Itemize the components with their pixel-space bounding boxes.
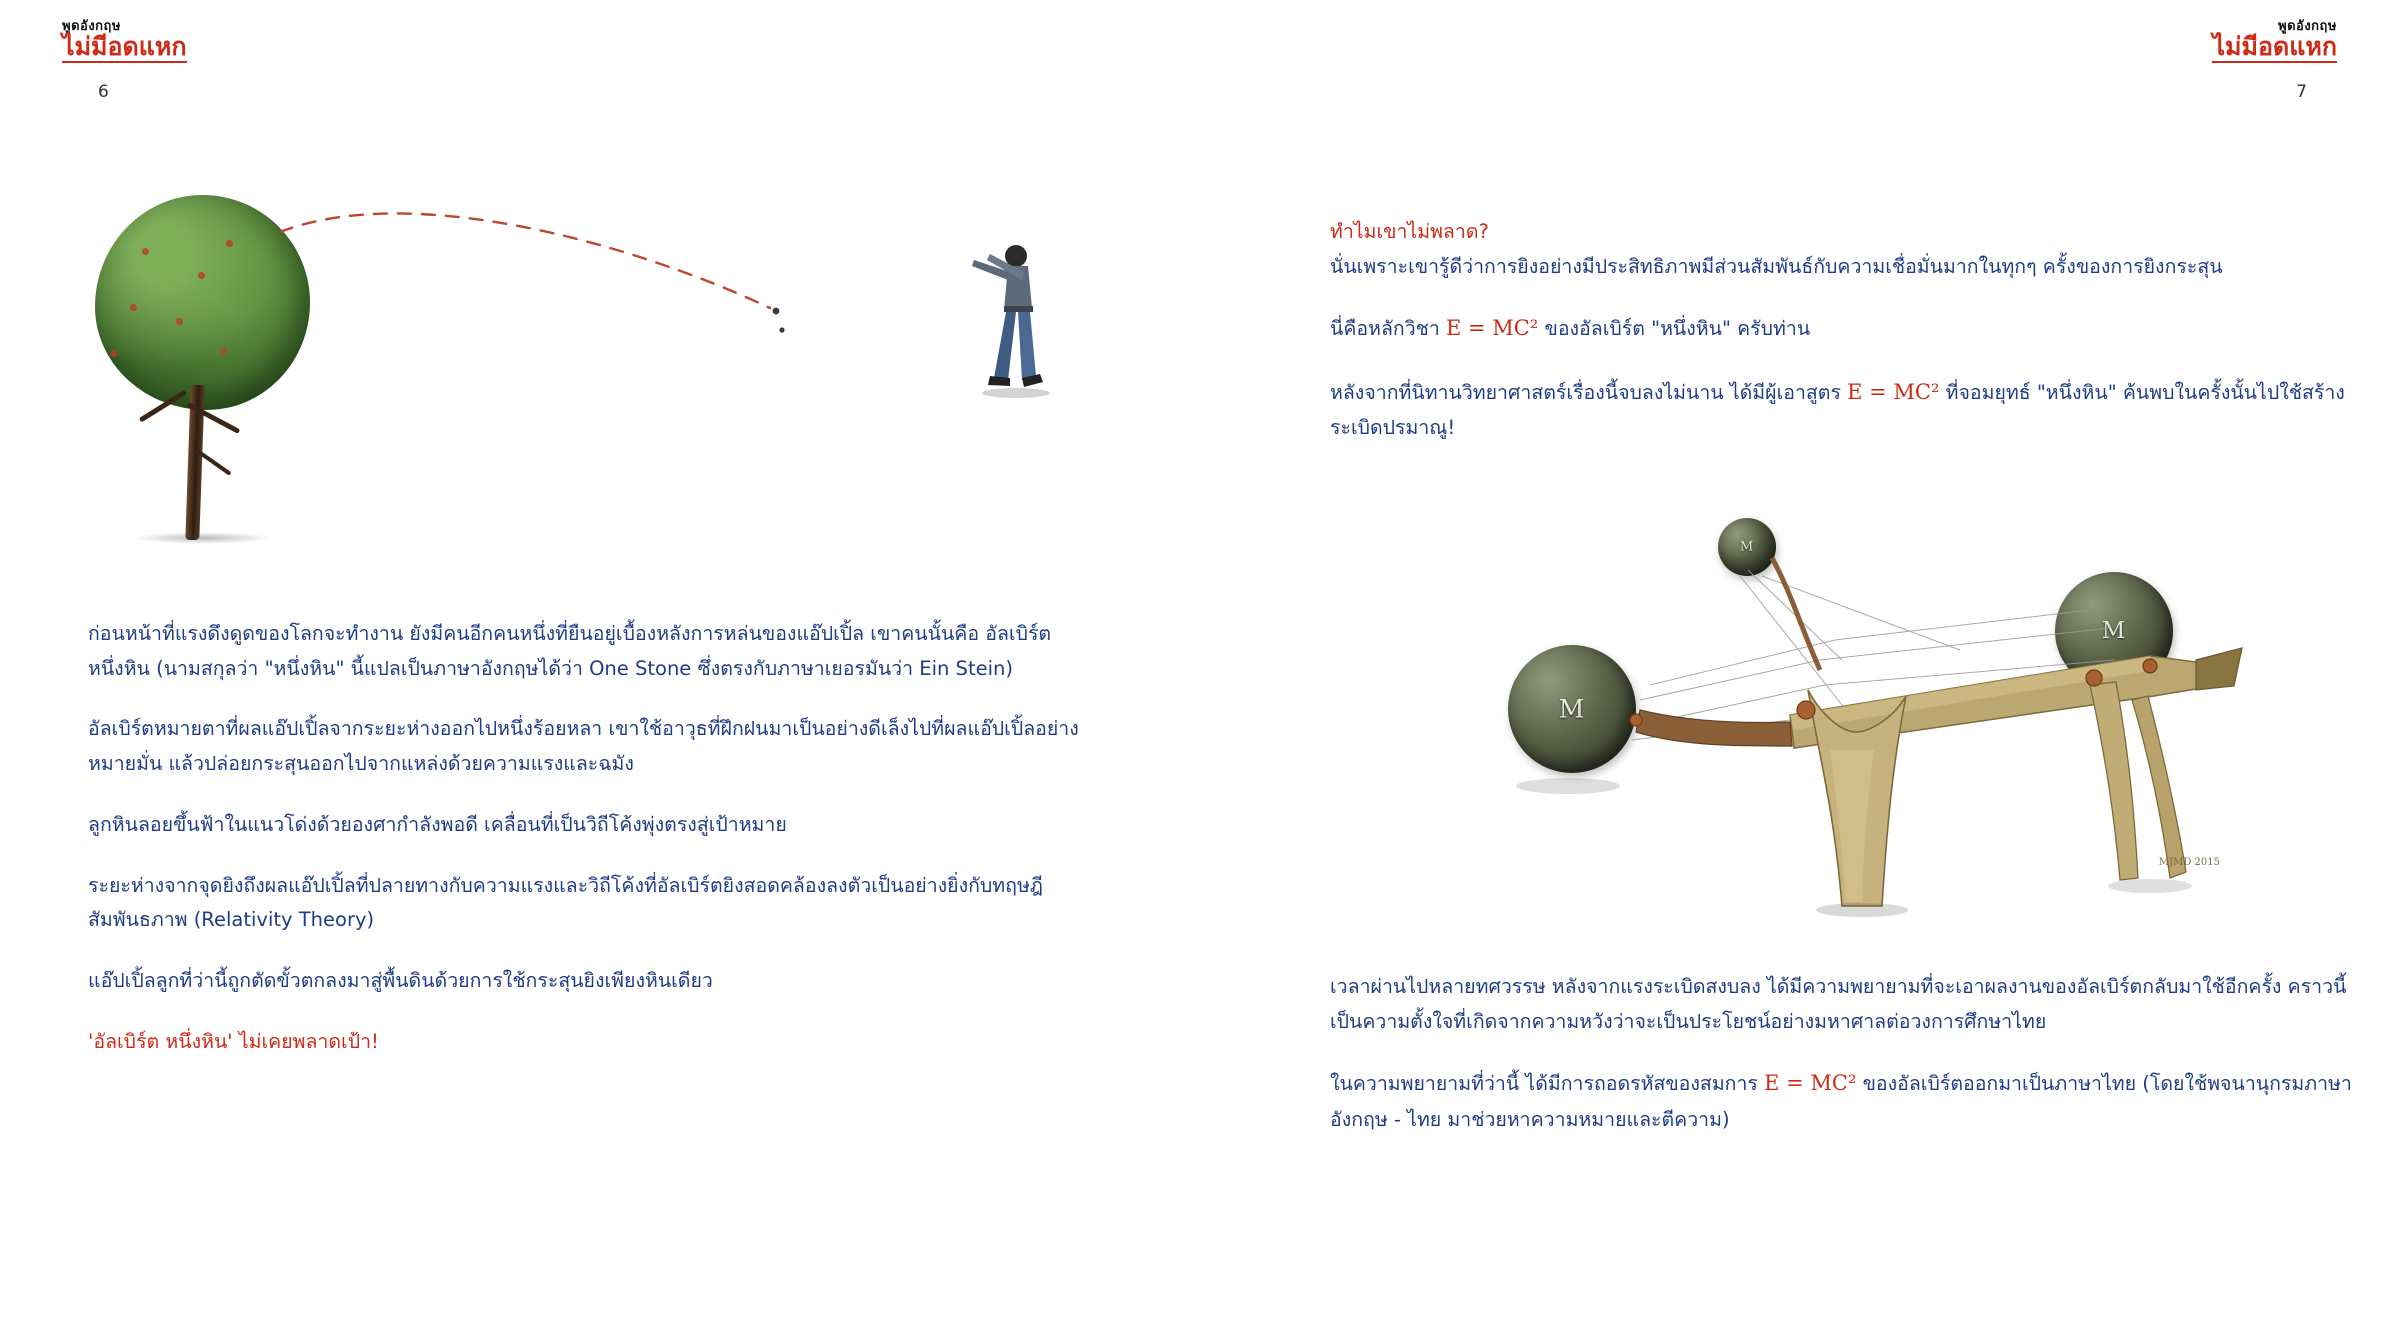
equation-emc2: E = MC² bbox=[1847, 379, 1940, 404]
paragraph: ก่อนหน้าที่แรงดึงดูดของโลกจะทำงาน ยังมีคนอีกคนหนึ่งที่ยืนอยู่เบื้องหลังการหล่นของแอ๊ปเปิ้ล เขาคนนั้นคือ อัลเบิร์ต หนึ่งหิน (นามสกุลว่า "หนึ่งหิน" นี้แปลเป็นภาษาอังกฤษได้ว่า One Stone ซึ่งตรงกับภาษาเยอรมันว่า Ein Stein) bbox=[88, 622, 1052, 680]
apple-icon bbox=[110, 350, 117, 357]
brand-logo-left bbox=[62, 20, 187, 63]
tree-shooter-illustration bbox=[70, 180, 1120, 580]
trajectory-dashed-line bbox=[270, 190, 990, 390]
paragraph: นั่นเพราะเขารู้ดีว่าการยิงอย่างมีประสิทธิภาพมีส่วนสัมพันธ์กับความเชื่อมั่นมากในทุกๆ ครั้งของการยิงกระสุน bbox=[1330, 254, 2223, 278]
page-number-right: 7 bbox=[2296, 82, 2307, 102]
section-heading: ทำไมเขาไม่พลาด? bbox=[1330, 220, 1489, 243]
apple-icon bbox=[198, 272, 205, 279]
right-page-top-text bbox=[1330, 215, 2360, 446]
brand-logo-top-text: พูดอังกฤษ bbox=[62, 19, 121, 34]
slingshot-shooter-figure bbox=[950, 230, 1080, 450]
brand-logo-right bbox=[2212, 20, 2337, 63]
paragraph: แอ๊ปเปิ้ลลูกที่ว่านี้ถูกตัดขั้วตกลงมาสู่พื้นดินด้วยการใช้กระสุนยิงเพียงหินเดียว bbox=[88, 968, 713, 992]
brand-logo-main-text: ไม่มีอดแหก bbox=[62, 34, 187, 63]
paragraph: หลังจากที่นิทานวิทยาศาสตร์เรื่องนี้จบลงไม่นาน ได้มีผู้เอาสูตร E = MC² ที่จอมยุทธ์ "หนึ่งหิน" ค้นพบในครั้งนั้นไปใช้สร้างระเบิดปรมาณู! bbox=[1330, 379, 2345, 440]
paragraph: ลูกหินลอยขึ้นฟ้าในแนวโด่งด้วยองศากำลังพอดี เคลื่อนที่เป็นวิถีโค้งพุ่งตรงสู่เป้าหมาย bbox=[88, 812, 787, 836]
stone-ball-label: M bbox=[1739, 539, 1755, 555]
right-page-bottom-text bbox=[1330, 970, 2370, 1137]
paragraph: เวลาผ่านไปหลายทศวรรษ หลังจากแรงระเบิดสงบลง ได้มีความพยายามที่จะเอาผลงานของอัลเบิร์ตกลับมาใช้อีกครั้ง คราวนี้เป็นความตั้งใจที่เกิดจากความหวังว่าจะเป็นประโยชน์อย่างมหาศาลต่อวงการศึกษาไทย bbox=[1330, 975, 2347, 1033]
apple-icon bbox=[176, 318, 183, 325]
paragraph: ระยะห่างจากจุดยิงถึงผลแอ๊ปเปิ้ลที่ปลายทางกับความแรงและวิถีโค้งที่อัลเบิร์ตยิงสอดคล้องลงตัวเป็นอย่างยิ่งกับทฤษฎีสัมพันธภาพ (Relativity Theory) bbox=[88, 873, 1043, 932]
artist-signature: MJMD 2015 bbox=[2158, 857, 2220, 868]
slingshot-body-and-bands bbox=[1490, 510, 2260, 930]
apple-icon bbox=[130, 304, 137, 311]
paragraph: นี่คือหลักวิชา E = MC² ของอัลเบิร์ต "หนึ่งหิน" ครับท่าน bbox=[1330, 316, 1811, 341]
equation-emc2: E = MC² bbox=[1764, 1071, 1857, 1096]
page-number-left: 6 bbox=[98, 82, 109, 102]
brand-logo-top-text: พูดอังกฤษ bbox=[2278, 19, 2337, 34]
paragraph: อัลเบิร์ตหมายตาที่ผลแอ๊ปเปิ้ลจากระยะห่างออกไปหนึ่งร้อยหลา เขาใช้อาวุธที่ฝึกฝนมาเป็นอย่างดีเล็งไปที่ผลแอ๊ปเปิ้ลอย่างหมายมั่น แล้วปล่อยกระสุนออกไปจากแหล่งด้วยความแรงและฉมัง bbox=[88, 717, 1079, 776]
left-page-body-text bbox=[88, 617, 1088, 1059]
tree-ground-shadow bbox=[132, 532, 272, 544]
slingshot-illustration bbox=[1490, 510, 2260, 930]
left-page bbox=[0, 0, 1199, 1326]
equation-emc2: E = MC² bbox=[1446, 316, 1539, 341]
highlight-line: 'อัลเบิร์ต หนึ่งหิน' ไม่เคยพลาดเป้า! bbox=[88, 1029, 379, 1053]
stone-ball-label: M bbox=[1558, 694, 1586, 724]
brand-logo-main-text: ไม่มีอดแหก bbox=[2212, 34, 2337, 63]
paragraph: ในความพยายามที่ว่านี้ ได้มีการถอดรหัสของสมการ E = MC² ของอัลเบิร์ตออกมาเป็นภาษาไทย (โดยใช้พจนานุกรมภาษาอังกฤษ - ไทย มาช่วยหาความหมายและตีความ) bbox=[1330, 1071, 2352, 1131]
apple-icon bbox=[220, 348, 227, 355]
stone-ball-label: M bbox=[2101, 618, 2127, 644]
apple-icon bbox=[142, 248, 149, 255]
apple-icon bbox=[226, 240, 233, 247]
